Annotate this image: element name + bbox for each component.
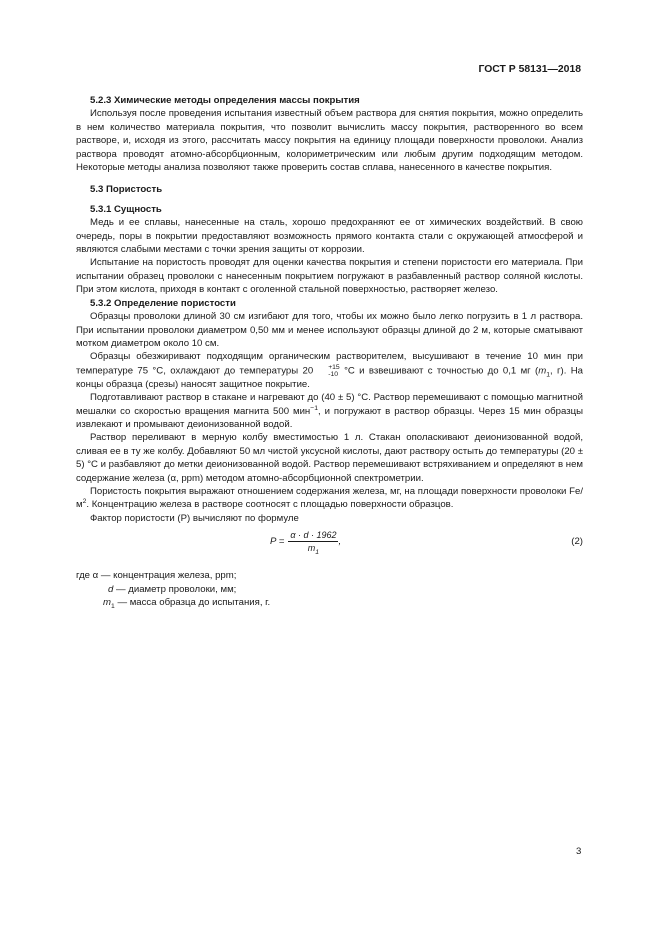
section-5-3-1-paragraph-1: Медь и ее сплавы, нанесенные на сталь, хорошо предохраняют ее от химических воздействий. В свою очередь, поры в покрытии предоставляют возможность прямого контакта стали с окружающей атмосферой и являются слабыми местами с точки зрения защиты от коррозии. [76, 217, 583, 256]
section-5-3-2-heading: 5.3.2 Определение пористости [90, 297, 236, 309]
p3-text-a: Подготавливают раствор в стакане и нагревают до (40 ± 5) °С. Раствор перемешивают с помощью магнитной мешалки со скоростью вращения магнита 500 мин [76, 392, 583, 417]
tolerance-plus: +15 [328, 363, 340, 371]
formula-denominator-m: m [307, 543, 316, 554]
formula-row [76, 529, 583, 557]
section-5-2-3-heading: 5.2.3 Химические методы определения массы покрытия [90, 95, 360, 106]
p5-superscript: 2 [82, 498, 87, 506]
definition-m1-var: m [103, 597, 111, 608]
formula-denominator-sub: 1 [315, 548, 320, 556]
page-number: 3 [576, 846, 582, 857]
standard-header: ГОСТ Р 58131—2018 [478, 64, 581, 75]
variable-definitions [76, 569, 583, 609]
definition-d-text: — диаметр проволоки, мм; [113, 583, 237, 595]
section-5-3-2-paragraph-1: Образцы проволоки длиной 30 см изгибают для того, чтобы их можно было легко погрузить в 1 л раствора. При испытании проволоки диаметром 0,50 мм и менее используют образцы длиной до 2 м, которые сматывают мотком диаметром около 10 см. [76, 311, 583, 349]
definition-d [76, 583, 583, 596]
p5-text-b: . Концентрацию железа в растворе соотносят с площадью поверхности образцов. [86, 499, 454, 511]
p5-text-a: Пористость покрытия выражают отношением содержания железа, мг, на площади поверхности проволоки Fe/м [76, 485, 583, 511]
definition-alpha: где α — концентрация железа, ppm; [76, 570, 237, 582]
definition-m1-sub: 1 [111, 602, 115, 610]
p2-var-m: m [538, 365, 547, 377]
p3-superscript: −1 [310, 404, 318, 412]
section-5-3-1-heading: 5.3.1 Сущность [90, 203, 162, 215]
formula-number: (2) [571, 536, 583, 548]
section-5-3-1-paragraph-2: Испытание на пористость проводят для оценки качества покрытия и степени пористости его материала. При испытании образец проволоки с нанесенным покрытием погружают в разбавленный раствор соляной кислоты. При этом кислота, приходя в контакт с оголенной стальной поверхностью, растворяет железо. [76, 257, 583, 296]
formula-lhs: P = [270, 535, 285, 547]
section-5-3-2-paragraph-5 [76, 485, 583, 512]
formula-numerator: α · d · 1962 [290, 530, 337, 541]
section-5-3-2-paragraph-2 [76, 350, 583, 391]
tolerance-minus: -10 [328, 370, 339, 378]
p2-text-a: Образцы обезжиривают подходящим органическим растворителем, высушивают в течение 10 мин при температуре 75 °С, охлаждают до температуры 20 [76, 351, 583, 377]
section-5-3-2-paragraph-6: Фактор пористости (Р) вычисляют по формуле [90, 512, 299, 524]
formula-trailing: , [338, 535, 342, 547]
p3-text-b: , и погружают в раствор образцы. Через 15 мин образцы извлекают и промывают деионизованной водой. [76, 405, 583, 430]
porosity-formula [270, 529, 341, 554]
p2-var-m-sub: 1 [546, 371, 551, 379]
formula-fraction [288, 529, 338, 554]
section-5-3-2-paragraph-4: Раствор переливают в мерную колбу вместимостью 1 л. Стакан ополаскивают деионизованной водой, сливая ее в ту же колбу. Добавляют 50 мл чистой уксусной кислоты, дают раствору остыть до температуры (20 ± 5) °С и разбавляют до метки деионизованной водой. Раствор перемешивают встряхиванием и определяют в нем содержание железа (α, ppm) методом атомно-абсорбционной спектрометрии. [76, 432, 583, 484]
temperature-tolerance [314, 364, 340, 378]
definition-m1-text: — масса образца до испытания, г. [114, 597, 271, 608]
p2-text-b: °С и взвешивают с точностью до 0,1 мг ( [339, 365, 539, 377]
section-5-2-3-paragraph: Используя после проведения испытания известный объем раствора для снятия покрытия, можно определить в нем количество материала покрытия, что позволит вычислить массу покрытия, растворенного во всем растворе, и, исходя из этого, рассчитать массу покрытия на единицу площади поверхности проволоки. Анализ раствора проводят атомно-абсорбционным, колориметрическим или любым другим подходящим методом. Некоторые методы анализа позволяют также проверить состав сплава, нанесенного в качестве покрытия. [76, 108, 583, 174]
definition-d-var: d [108, 583, 114, 595]
p2-text-c: , г). На концы образца (срезы) наносят защитное покрытие. [76, 365, 583, 390]
page-content [76, 94, 583, 609]
section-5-3-heading: 5.3 Пористость [90, 184, 163, 196]
definition-m1 [76, 596, 583, 609]
section-5-3-2-paragraph-3 [76, 391, 583, 431]
formula-denominator [308, 542, 319, 554]
